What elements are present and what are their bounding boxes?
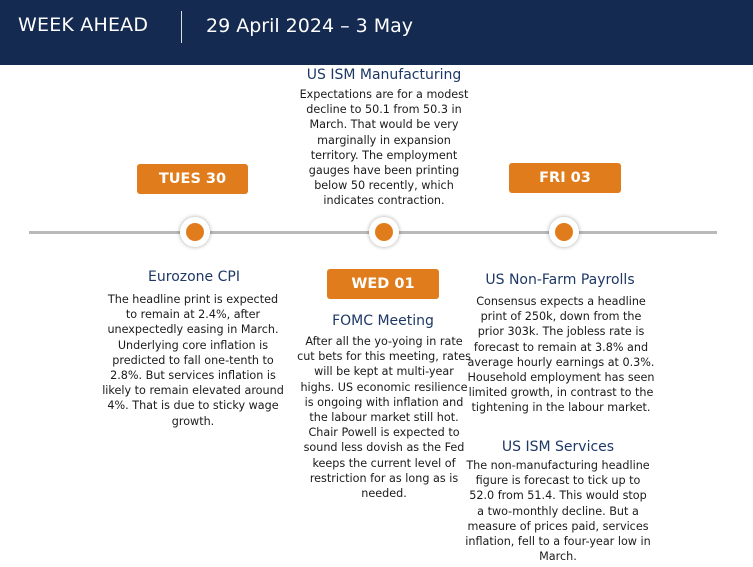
timeline-dot-fri: [549, 217, 579, 247]
event-title-eurozone-cpi: Eurozone CPI: [148, 269, 240, 285]
event-title-us-nfp: US Non-Farm Payrolls: [485, 272, 635, 288]
header-divider: [181, 11, 182, 43]
timeline-dot-wed: [369, 217, 399, 247]
event-title-fomc-meeting: FOMC Meeting: [332, 313, 434, 329]
day-tag-fri: FRI 03: [509, 163, 621, 193]
day-tag-tue: TUES 30: [137, 164, 248, 194]
timeline-dot-tue: [180, 217, 210, 247]
day-tag-wed: WED 01: [327, 269, 439, 299]
event-title-us-ism-manufacturing: US ISM Manufacturing: [306, 67, 462, 83]
event-body-fomc-meeting: After all the yo-yoing in rate cut bets for this meeting, rates will be kept at multi-year highs. US economic resilience is ongoing with inflation and the labour market still hot. Chair Powell is expected to sound less dovish as the Fed keeps the current level of restriction for as long as is needed.: [297, 335, 471, 501]
event-body-eurozone-cpi: The headline print is expected to remain at 2.4%, after unexpectedly easing in March. Underlying core inflation is predicted to fall one-tenth to 2.8%. But services inflation is likely to remain elevated around 4%. That is due to sticky wage growth.: [102, 293, 284, 428]
header-title: WEEK AHEAD: [18, 14, 149, 36]
event-body-us-ism-services: The non-manufacturing headline figure is forecast to tick up to 52.0 from 51.4. This would stop a two-monthly decline. But a measure of prices paid, services inflation, fell to a four-year low in March.: [465, 459, 651, 564]
header-dates: 29 April 2024 – 3 May: [206, 15, 414, 37]
event-body-us-ism-manufacturing: Expectations are for a modest decline to 50.1 from 50.3 in March. That would be very marginally in expansion territory. The employment gauges have been printing below 50 recently, which indicates contraction.: [299, 88, 469, 208]
event-body-us-nfp: Consensus expects a headline print of 250k, down from the prior 303k. The jobless rate is forecast to remain at 3.8% and average hourly earnings at 0.3%. Household employment has seen limited growth, in contrast to the tightening in the labour market.: [467, 295, 655, 415]
header-bar: [0, 0, 753, 65]
event-title-us-ism-services: US ISM Services: [501, 439, 615, 455]
